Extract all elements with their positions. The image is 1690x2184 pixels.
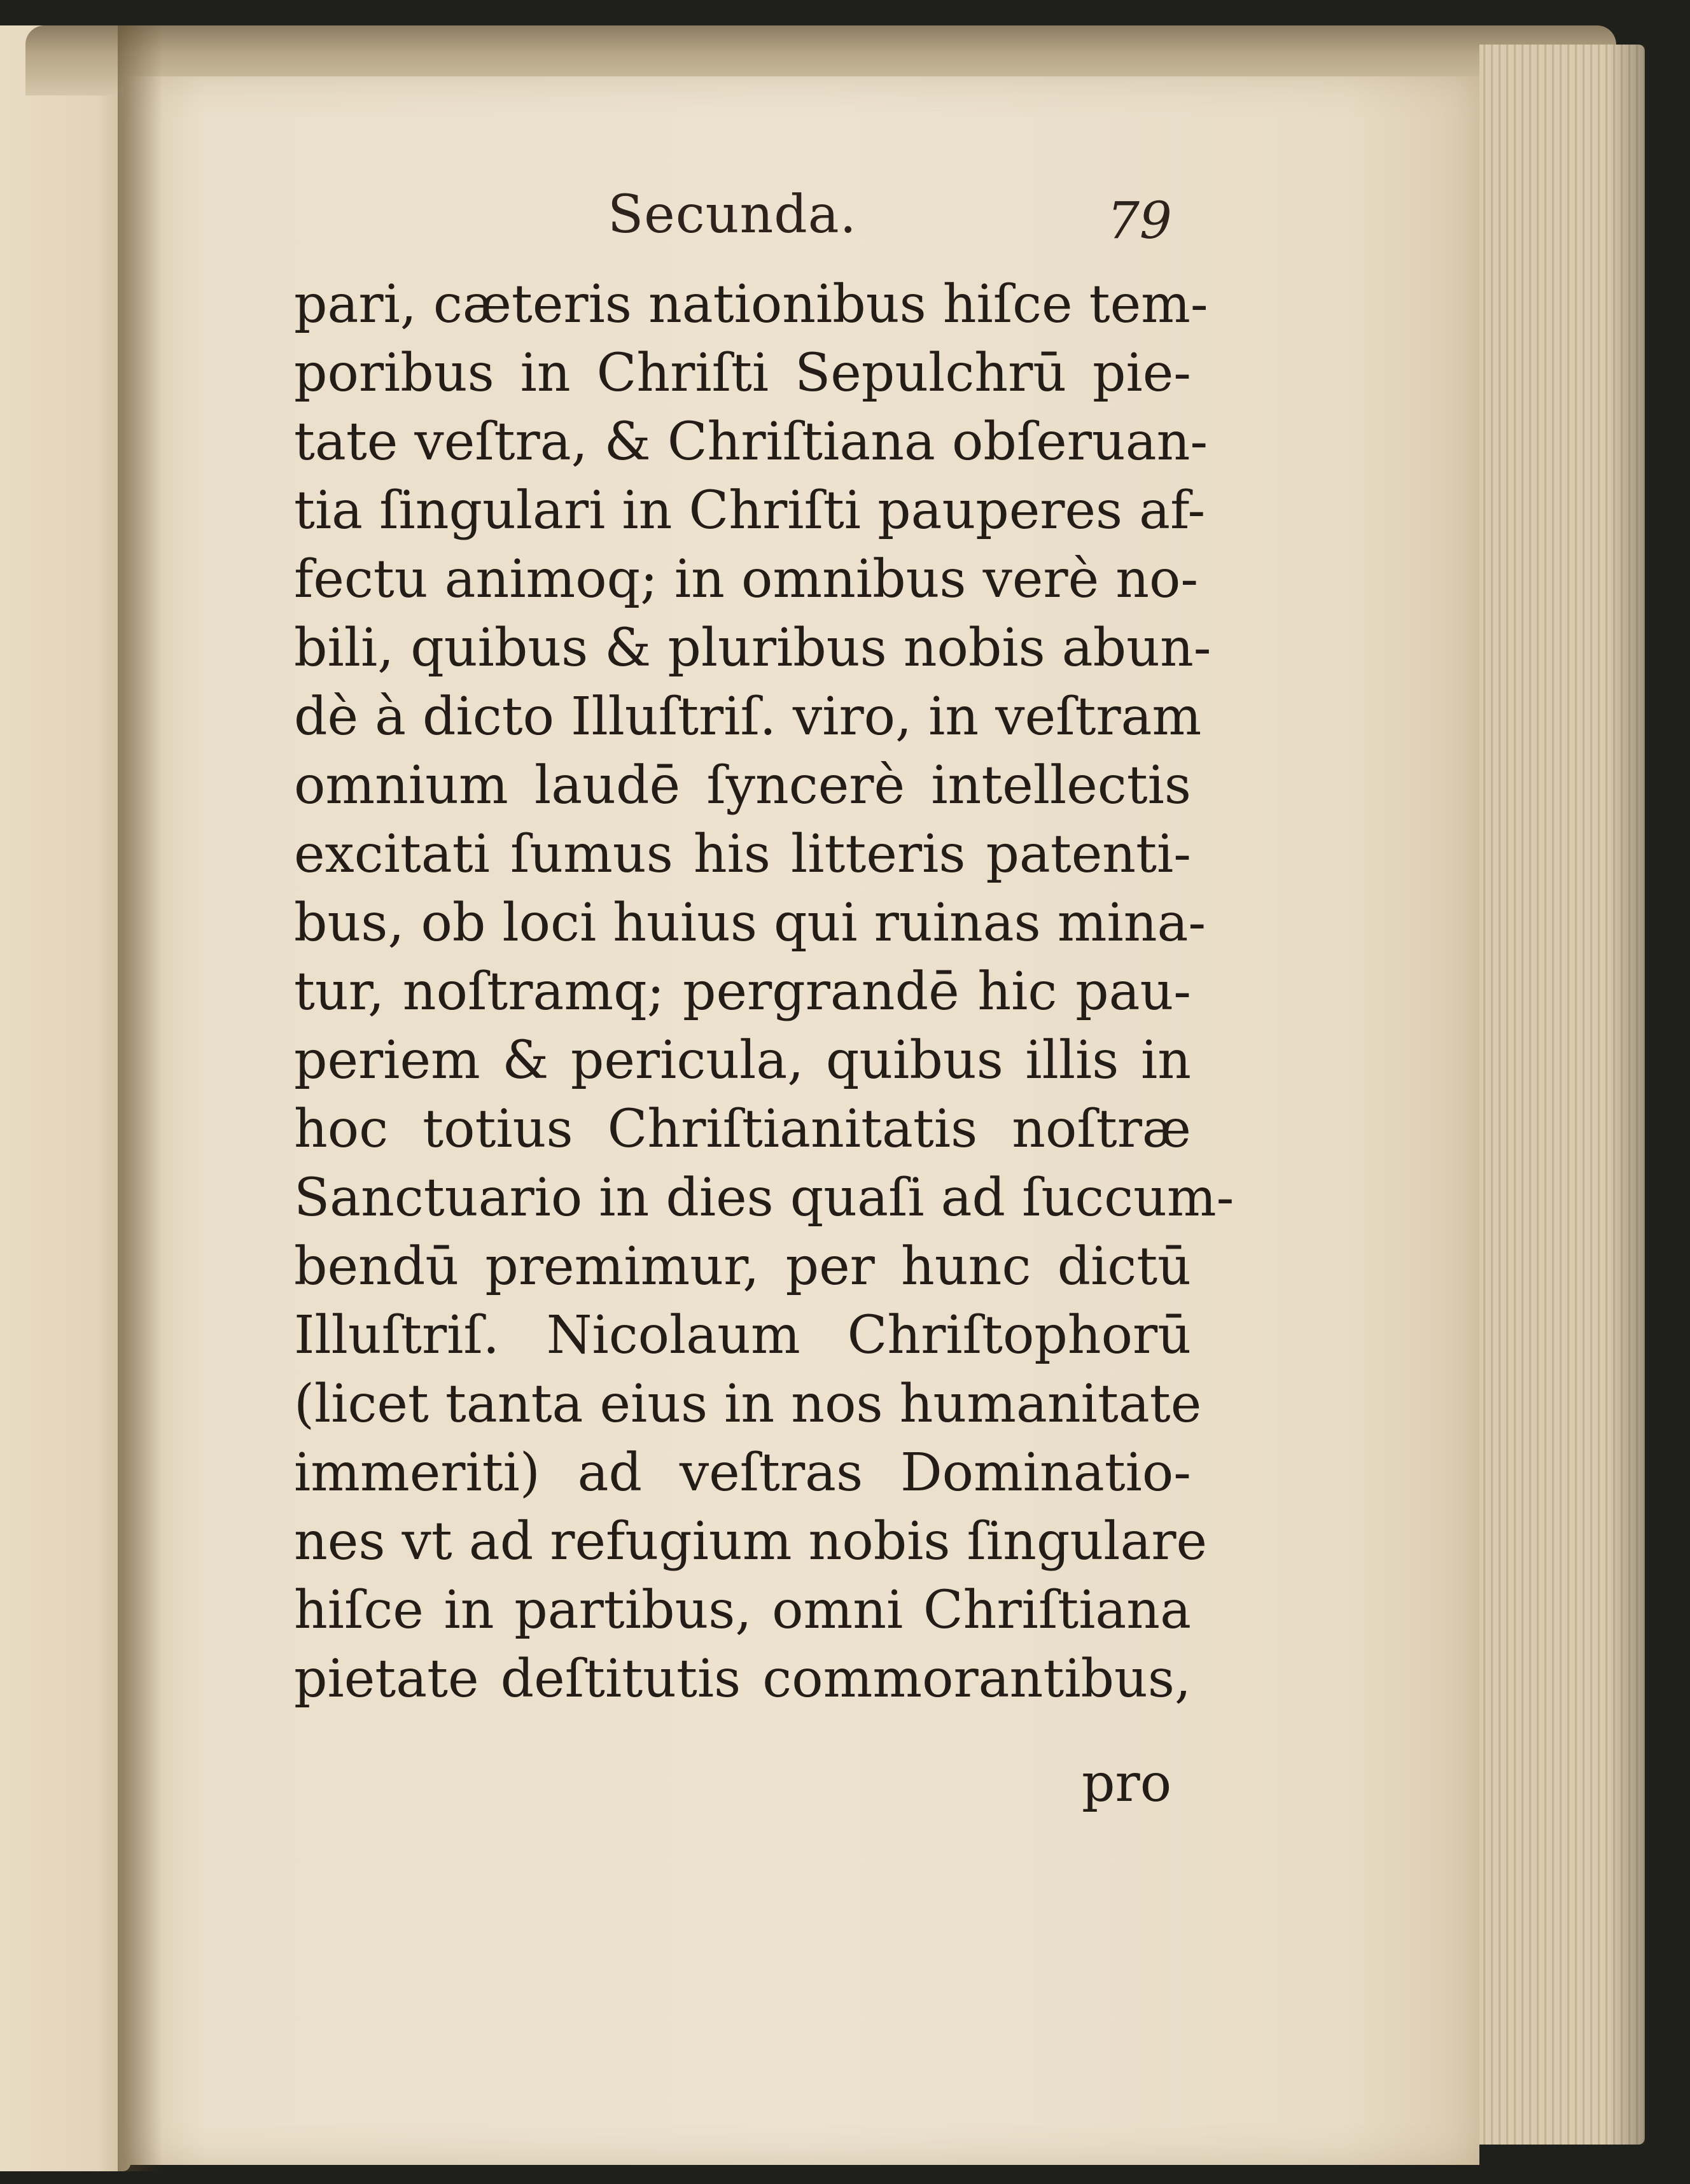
page-edges — [1479, 45, 1645, 2145]
text-line: bili, quibus & pluribus nobis abun- — [294, 618, 1212, 678]
text-line: hoc totius Chriſtianitatis noſtræ — [294, 1099, 1191, 1159]
text-line: bus, ob loci huius qui ruinas mina- — [294, 893, 1206, 953]
text-line: dè à dicto Illuſtriſ. viro, in veſtram — [294, 687, 1202, 747]
text-line: (licet tanta eius in nos humanitate — [294, 1374, 1202, 1434]
page-number: 79 — [1107, 191, 1172, 250]
running-head: Secunda. — [608, 185, 857, 245]
text-line: excitati ſumus his litteris patenti- — [294, 824, 1191, 885]
text-line: nes vt ad refugium nobis ſingulare — [294, 1511, 1208, 1572]
text-line: poribus in Chriſti Sepulchrū pie- — [294, 343, 1191, 403]
text-line: periem & pericula, quibus illis in — [294, 1030, 1191, 1091]
text-line: hiſce in partibus, omni Chriſtiana — [294, 1580, 1191, 1641]
text-line: tur, noſtramq; pergrandē hic pau- — [294, 962, 1191, 1022]
text-line: omnium laudē ſyncerè intellectis — [294, 755, 1191, 816]
text-line: Illuſtriſ. Nicolaum Chriſtophorū — [294, 1305, 1191, 1366]
text-line: fectu animoq; in omnibus verè no- — [294, 549, 1199, 610]
facing-page-edge — [0, 25, 130, 2171]
gutter-shadow — [118, 25, 162, 2171]
text-line: immeriti) ad veſtras Dominatio- — [294, 1443, 1191, 1503]
text-line: bendū premimur, per hunc dictū — [294, 1236, 1191, 1297]
text-line: tate veſtra, & Chriſtiana obſeruan- — [294, 412, 1208, 472]
text-block — [294, 270, 1234, 1714]
text-line: pari, cæteris nationibus hiſce tem- — [294, 274, 1208, 335]
text-line: pietate deſtitutis commorantibus, — [294, 1649, 1191, 1709]
text-line: tia ſingulari in Chriſti pauperes af- — [294, 480, 1206, 541]
text-line: Sanctuario in dies quaſi ad ſuccum- — [294, 1168, 1234, 1228]
catchword: pro — [1082, 1753, 1172, 1814]
